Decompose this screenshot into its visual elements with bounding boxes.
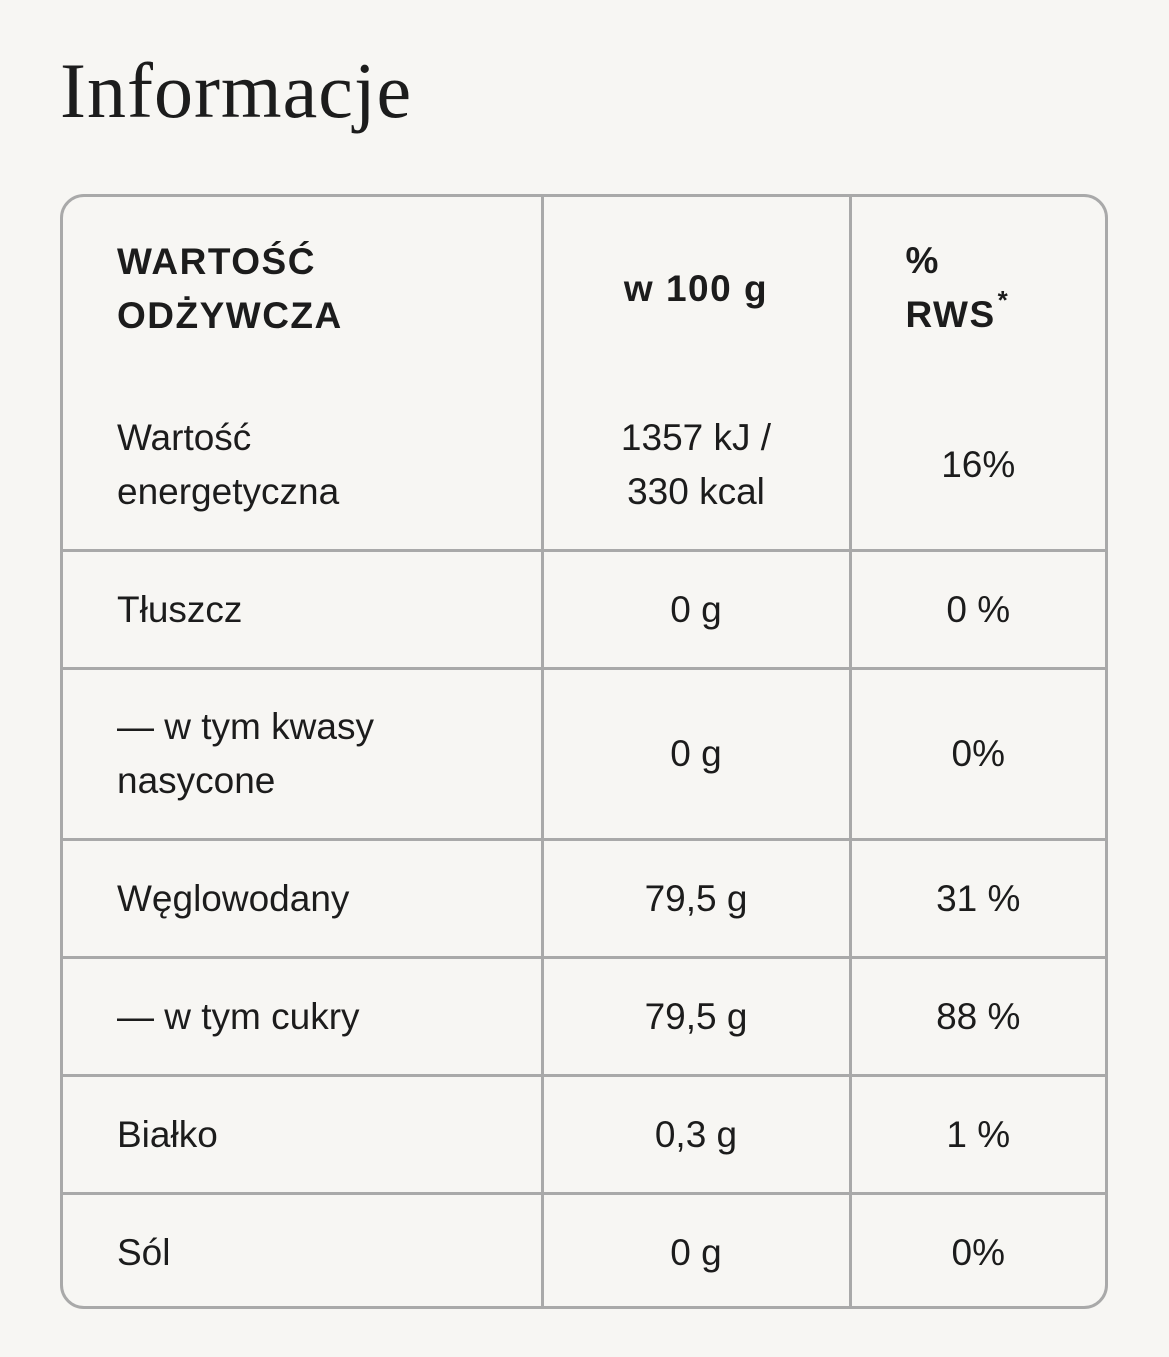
header-nutrient: WARTOŚĆ ODŻYWCZA (63, 197, 542, 381)
nutrient-name: Tłuszcz (63, 551, 542, 669)
nutrient-rws: 16% (850, 381, 1105, 551)
nutrient-value: 0 g (542, 1194, 850, 1310)
table-row (63, 1194, 1105, 1310)
nutrient-name: Wartość energetyczna (63, 381, 542, 551)
nutrient-rws: 1 % (850, 1076, 1105, 1194)
nutrient-value: 79,5 g (542, 840, 850, 958)
header-rws: % RWS* (850, 197, 1105, 381)
table-header-row (63, 197, 1105, 381)
nutrient-name: Sól (63, 1194, 542, 1310)
table-row (63, 958, 1105, 1076)
nutrient-name: — w tym kwasy nasycone (63, 669, 542, 840)
nutrient-rws: 31 % (850, 840, 1105, 958)
nutrient-name: — w tym cukry (63, 958, 542, 1076)
page-title: Informacje (60, 47, 413, 134)
nutrient-value: 0 g (542, 669, 850, 840)
table-row (63, 669, 1105, 840)
table-row (63, 1076, 1105, 1194)
nutrient-rws: 0% (850, 1194, 1105, 1310)
rws-footnote-marker: * (997, 284, 1010, 315)
nutrient-value: 0,3 g (542, 1076, 850, 1194)
nutrient-value: 79,5 g (542, 958, 850, 1076)
table-row (63, 551, 1105, 669)
nutrient-value: 0 g (542, 551, 850, 669)
nutrient-name: Białko (63, 1076, 542, 1194)
table-row (63, 840, 1105, 958)
header-per-100g: w 100 g (542, 197, 850, 381)
nutrient-name: Węglowodany (63, 840, 542, 958)
nutrient-value: 1357 kJ / 330 kcal (542, 381, 850, 551)
nutrient-rws: 0% (850, 669, 1105, 840)
nutrition-table (60, 194, 1108, 1309)
table-row (63, 381, 1105, 551)
nutrient-rws: 88 % (850, 958, 1105, 1076)
nutrient-rws: 0 % (850, 551, 1105, 669)
